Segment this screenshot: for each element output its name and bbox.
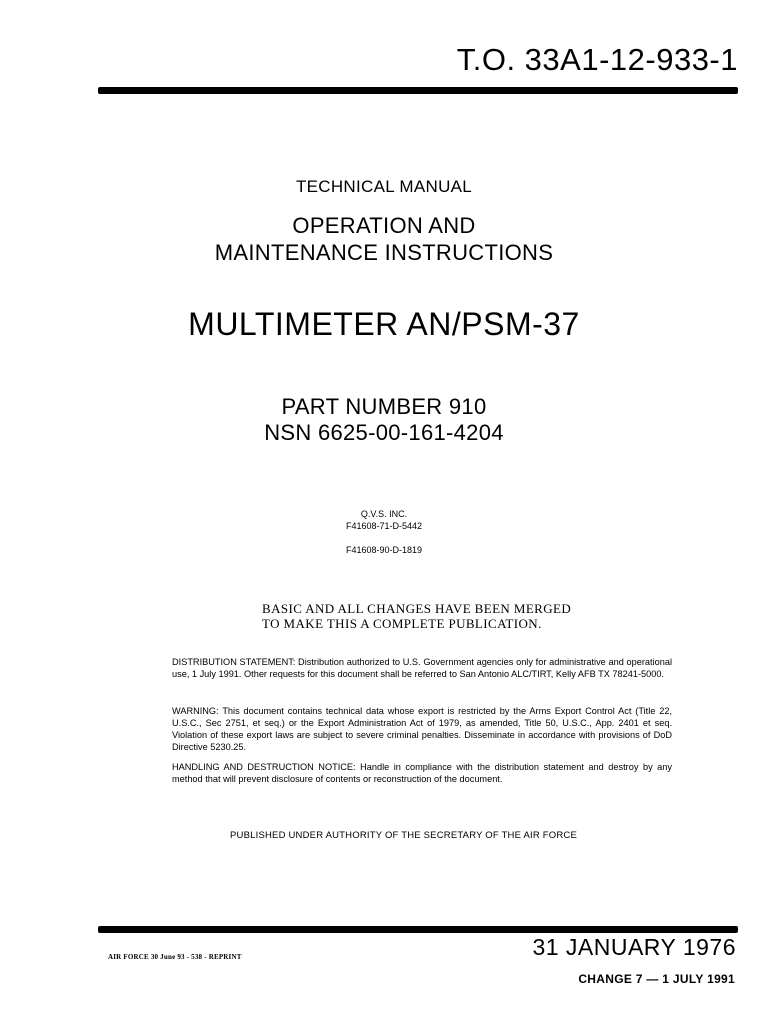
- reprint-note: AIR FORCE 30 June 93 - 538 - REPRINT: [108, 953, 242, 961]
- nsn: NSN 6625-00-161-4204: [264, 420, 504, 445]
- manual-title: [0, 212, 768, 266]
- export-warning: WARNING: This document contains technical data whose export is restricted by the Arms Export Control Act (Title 22, U.S.C., Sec 2751, et seq.) or the Export Administration Act of 1979, as amended, Title 50, U.S.C., App. 2401 et seq. Violation of these export laws are subject to severe criminal penalties. Disseminate in accordance with provisions of DoD Directive 5230.25.: [172, 706, 672, 752]
- part-number: PART NUMBER 910: [281, 394, 487, 419]
- bottom-rule: [98, 926, 738, 933]
- distribution-statement: DISTRIBUTION STATEMENT: Distribution authorized to U.S. Government agencies only for administrative and operational use, 1 July 1991. Other requests for this document shall be referred to San Antonio ALC/TIRT, Kelly AFB TX 78241-5000.: [172, 657, 672, 679]
- handling-notice: HANDLING AND DESTRUCTION NOTICE: Handle in compliance with the distribution statement and destroy by any method that will prevent disclosure of contents or reconstruction of the document.: [172, 762, 672, 784]
- issue-date: 31 JANUARY 1976: [532, 934, 736, 960]
- contract-number-1: F41608-71-D-5442: [345, 521, 423, 531]
- equipment-title: MULTIMETER AN/PSM-37: [188, 306, 580, 342]
- title-line-1: OPERATION AND: [292, 213, 476, 238]
- part-block: [0, 394, 768, 446]
- merged-line-1: BASIC AND ALL CHANGES HAVE BEEN MERGED: [262, 601, 572, 616]
- top-rule: [98, 87, 738, 94]
- to-number: T.O. 33A1-12-933-1: [456, 42, 738, 77]
- authority-line: PUBLISHED UNDER AUTHORITY OF THE SECRETARY OF THE AIR FORCE: [230, 830, 577, 841]
- merged-line-2: TO MAKE THIS A COMPLETE PUBLICATION.: [262, 616, 542, 631]
- company-name: Q.V.S. INC.: [360, 509, 408, 519]
- contract-number-2: F41608-90-D-1819: [345, 545, 423, 555]
- company-block: [0, 508, 768, 532]
- manual-type: TECHNICAL MANUAL: [295, 177, 473, 196]
- change-note: CHANGE 7 — 1 JULY 1991: [578, 972, 735, 986]
- merged-note: [262, 601, 571, 631]
- title-line-2: MAINTENANCE INSTRUCTIONS: [214, 240, 554, 265]
